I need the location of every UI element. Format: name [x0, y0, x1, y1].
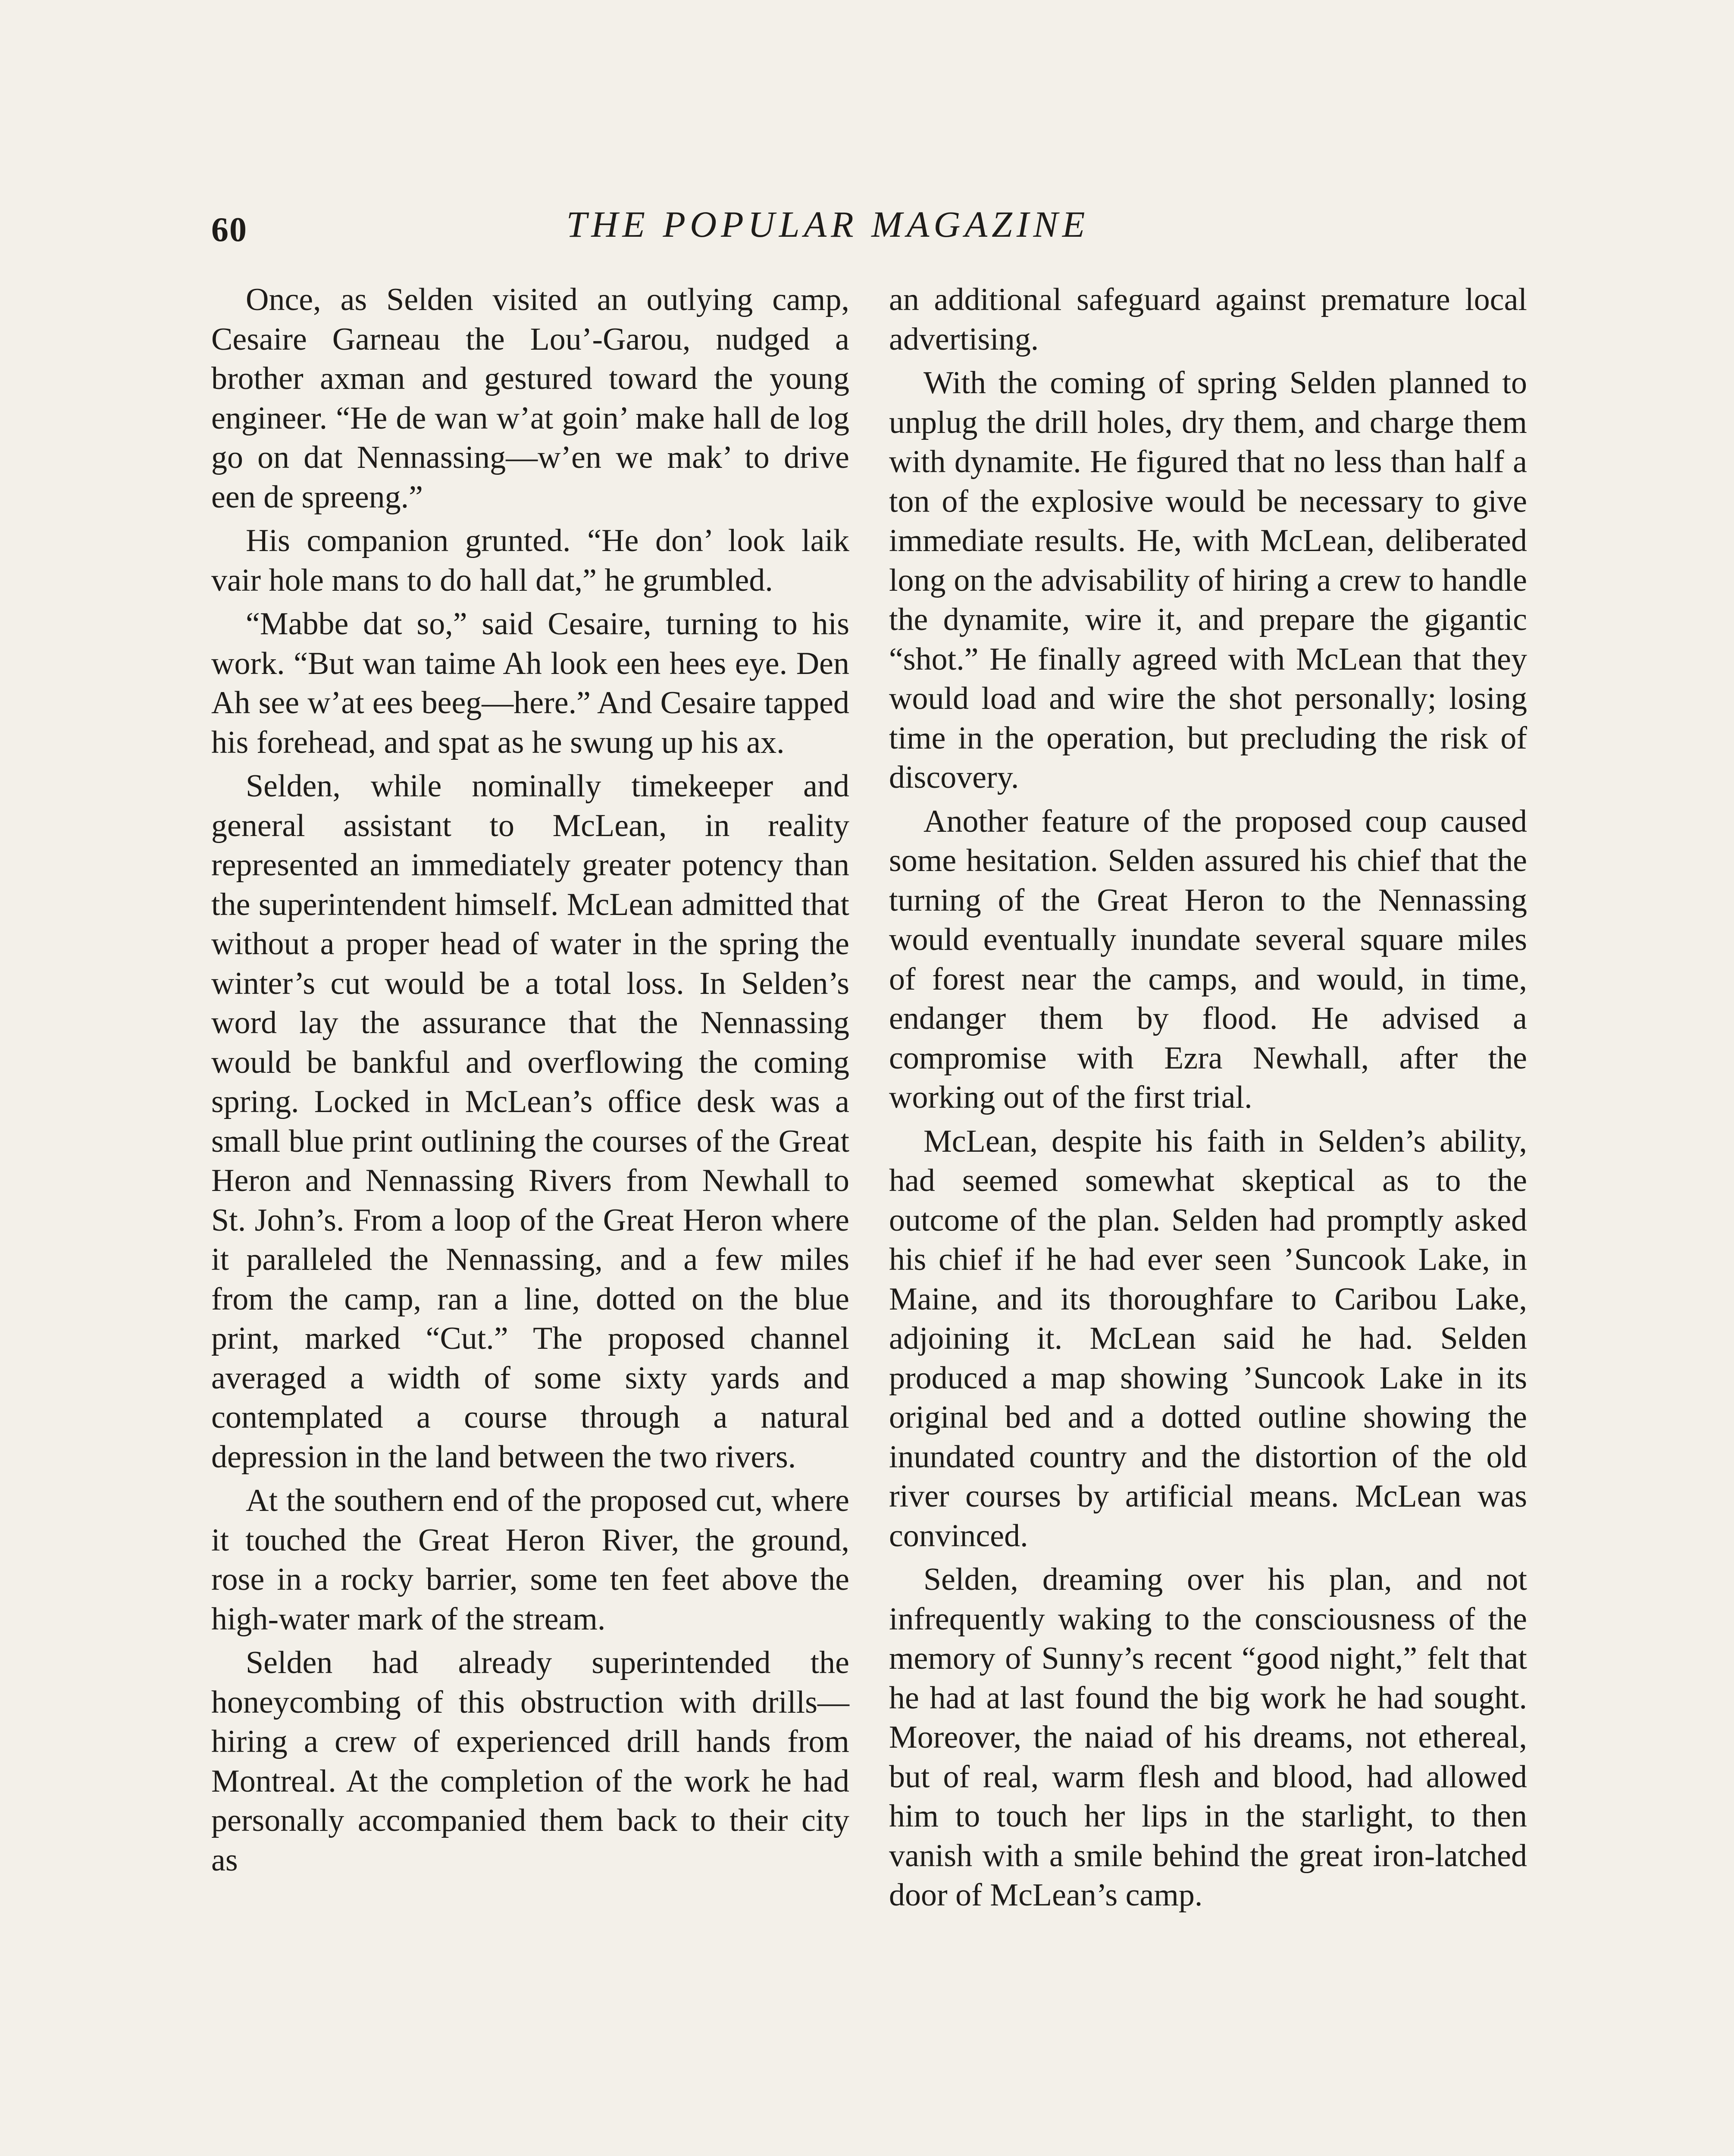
- continued-paragraph: an additional safeguard against premature local advertising.: [889, 282, 1527, 357]
- page-header: [211, 203, 1444, 259]
- left-column: [211, 280, 849, 1884]
- paragraph: McLean, despite his faith in Selden’s ability, had seemed somewhat skeptical as to the outcome of the plan. Selden had promptly asked his chief if he had ever seen ’Suncook Lake, in Maine, and its thoroughfare to Caribou Lake, adjoining it. McLean said he had. Selden produced a map showing ’Suncook Lake in its original bed and a dotted outline showing the inundated country and the distortion of the old river courses by artificial means. McLean was convinced.: [889, 1123, 1527, 1554]
- running-title: THE POPULAR MAGAZINE: [566, 204, 1089, 245]
- paragraph: Once, as Selden visited an outlying camp, Cesaire Garneau the Lou’-Garou, nudged a brother axman and gestured toward the young engineer. “He de wan w’at goin’ make hall de log go on dat Nennassing—w’en we mak’ to drive een de spreeng.”: [211, 282, 849, 515]
- paragraph: Another feature of the proposed coup caused some hesitation. Selden assured his chief that the turning of the Great Heron to the Nennassing would eventually inundate several square miles of forest near the camps, and would, in time, endanger them by flood. He advised a compromise with Ezra Newhall, after the working out of the first trial.: [889, 803, 1527, 1115]
- paragraph: Selden had already superintended the honeycombing of this obstruction with drills—hiring a crew of experienced drill hands from Montreal. At the completion of the work he had personally accompanied them back to their city as: [211, 1645, 849, 1878]
- paragraph: “Mabbe dat so,” said Cesaire, turning to his work. “But wan taime Ah look een hees eye. Den Ah see w’at ees beeg—here.” And Cesaire tapped his forehead, and spat as he swung up his ax.: [211, 606, 849, 760]
- page-number: 60: [211, 211, 247, 249]
- paragraph: Selden, dreaming over his plan, and not infrequently waking to the consciousness of the memory of Sunny’s recent “good night,” felt that he had at last found the big work he had sought. Moreover, the naiad of his dreams, not ethereal, but of real, warm flesh and blood, had allowed him to touch her lips in the starlight, to then vanish with a smile behind the great iron-latched door of McLean’s camp.: [889, 1562, 1527, 1913]
- paragraph: His companion grunted. “He don’ look laik vair hole mans to do hall dat,” he grumbled.: [211, 523, 849, 598]
- paragraph: With the coming of spring Selden planned to unplug the drill holes, dry them, and charge them with dynamite. He figured that no less than half a ton of the explosive would be necessary to give immediate results. He, with McLean, deliberated long on the advisability of hiring a crew to handle the dynamite, wire it, and prepare the gigantic “shot.” He finally agreed with McLean that they would load and wire the shot personally; losing time in the operation, but precluding the risk of discovery.: [889, 365, 1527, 795]
- right-column: [889, 280, 1527, 1920]
- paragraph: At the southern end of the proposed cut, where it touched the Great Heron River, the ground, rose in a rocky barrier, some ten feet above the high-water mark of the stream.: [211, 1483, 849, 1637]
- paragraph: Selden, while nominally timekeeper and general assistant to McLean, in reality represented an immediately greater potency than the superintendent himself. McLean admitted that without a proper head of water in the spring the winter’s cut would be a total loss. In Selden’s word lay the assurance that the Nennassing would be bankful and overflowing the coming spring. Locked in McLean’s office desk was a small blue print outlining the courses of the Great Heron and Nennassing Rivers from Newhall to St. John’s. From a loop of the Great Heron where it paralleled the Nennassing, and a few miles from the camp, ran a line, dotted on the blue print, marked “Cut.” The proposed channel averaged a width of some sixty yards and contemplated a course through a natural depression in the land between the two rivers.: [211, 768, 849, 1475]
